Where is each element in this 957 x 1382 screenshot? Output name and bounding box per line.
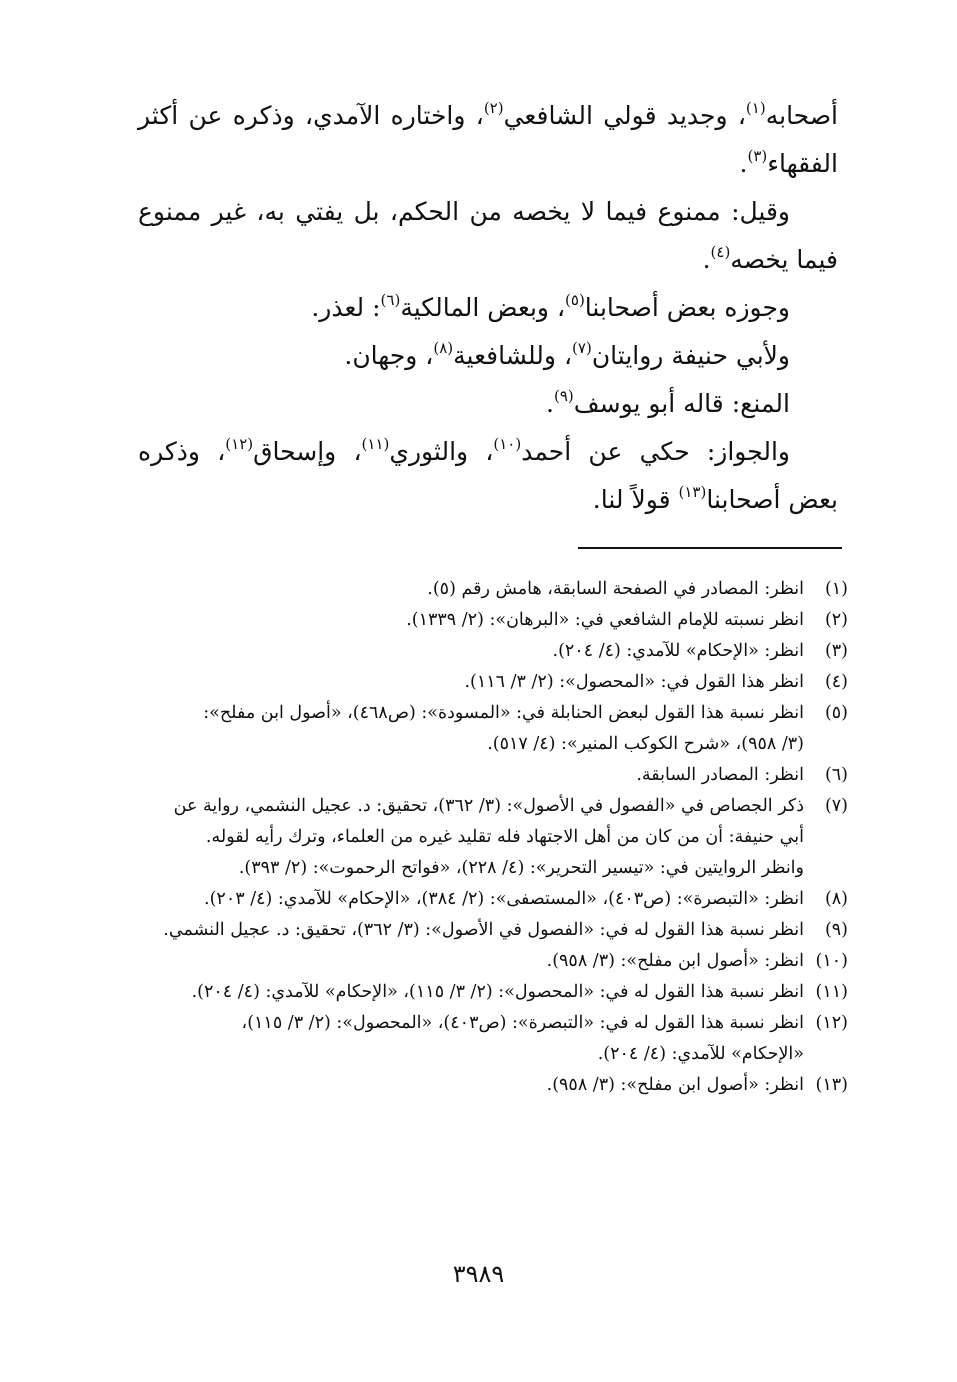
text-run: ، وإسحاق (253, 437, 362, 466)
footnote-line: انظر نسبة هذا القول له في: «المحصول»: (٢/ ٣/ ١١٥)، «الإحكام» للآمدي: (٤/ ٢٠٤). (191, 982, 804, 1002)
footnote-ref-3[interactable]: (٣) (747, 147, 768, 165)
footnote-6 (140, 760, 848, 791)
footnote-text (140, 915, 804, 946)
paragraph-4 (138, 332, 838, 380)
text-run: ، وبعض المالكية (400, 293, 566, 322)
footnote-ref-7[interactable]: (٧) (572, 339, 592, 357)
footnote-number: (٨) (824, 889, 848, 909)
footnote-text (140, 667, 804, 698)
footnote-ref-5[interactable]: (٥) (565, 291, 585, 309)
footnote-number: (٥) (824, 703, 848, 723)
text-run: . (546, 389, 554, 418)
text-run: : لعذر. (311, 293, 381, 322)
footnote-3 (140, 636, 848, 667)
footnote-line: انظر نسبته للإمام الشافعي في: «البرهان»: (٢/ ١٣٣٩). (406, 610, 804, 630)
paragraph-2 (138, 188, 838, 284)
footnote-ref-2[interactable]: (٢) (483, 99, 504, 117)
footnote-text (140, 977, 804, 1008)
footnote-line: انظر: المصادر السابقة. (636, 765, 804, 785)
footnote-line: انظر نسبة هذا القول له في: «الفصول في الأصول»: (٣/ ٣٦٢)، تحقيق: د. عجيل النشمي. (163, 920, 804, 940)
footnote-ref-1[interactable]: (١) (745, 99, 766, 117)
footnote-text (140, 884, 804, 915)
footnote-12 (140, 1008, 848, 1070)
footnote-ref-11[interactable]: (١١) (361, 435, 390, 453)
text-run: المنع: قاله أبو يوسف (573, 389, 790, 418)
footnote-number: (١٠) (815, 951, 848, 971)
text-run: أصحابه (765, 101, 838, 130)
footnote-line: «الإحكام» للآمدي: (٤/ ٢٠٤). (597, 1044, 804, 1064)
footnote-line: انظر: «الإحكام» للآمدي: (٤/ ٢٠٤). (552, 641, 804, 661)
footnote-number: (١٣) (815, 1075, 848, 1095)
text-run: ، وذكره بعض أصحابنا (138, 437, 838, 514)
footnote-line: أبي حنيفة: أن من كان من أهل الاجتهاد فله تقليد غيره من العلماء، وترك رأيه لقوله. (205, 827, 804, 847)
footnote-8 (140, 884, 848, 915)
footnote-ref-9[interactable]: (٩) (553, 387, 574, 405)
footnote-number: (٣) (824, 641, 848, 661)
footnote-line: انظر هذا القول في: «المحصول»: (٢/ ٣/ ١١٦). (464, 672, 804, 692)
footnote-separator (578, 547, 842, 549)
paragraph-5 (138, 380, 838, 428)
page-number: ٣٩٨٩ (452, 1260, 505, 1288)
footnotes-list (140, 574, 848, 1101)
footnote-line: انظر: المصادر في الصفحة السابقة، هامش رقم (٥). (427, 579, 804, 599)
text-run: ، وجهان. (344, 341, 434, 370)
footnote-ref-8[interactable]: (٨) (433, 339, 454, 357)
text-run: وقيل: ممنوع فيما لا يخصه من الحكم، بل يفتي به، غير ممنوع فيما يخصه (138, 197, 838, 274)
paragraph-3 (138, 284, 838, 332)
footnote-text (140, 946, 804, 977)
footnote-text (140, 760, 804, 791)
footnote-text (140, 1070, 804, 1101)
main-text (138, 92, 838, 524)
footnote-number: (١١) (815, 982, 848, 1002)
text-run: ، والثوري (389, 437, 494, 466)
footnote-line: انظر نسبة هذا القول لبعض الحنابلة في: «المسودة»: (ص٤٦٨)، «أصول ابن مفلح»: (203, 703, 804, 723)
footnote-number: (٩) (824, 920, 848, 940)
footnote-5 (140, 698, 848, 760)
text-run: قولاً لنا. (592, 485, 679, 514)
footnote-text (140, 698, 804, 760)
paragraph-1 (138, 92, 838, 188)
footnote-7 (140, 791, 848, 884)
footnote-10 (140, 946, 848, 977)
footnote-number: (٦) (824, 765, 848, 785)
footnote-text (140, 1008, 804, 1070)
footnote-4 (140, 667, 848, 698)
footnote-line: انظر نسبة هذا القول له في: «التبصرة»: (ص٤٠٣)، «المحصول»: (٢/ ٣/ ١١٥)، (241, 1013, 804, 1033)
footnote-13 (140, 1070, 848, 1101)
footnote-ref-13[interactable]: (١٣) (678, 483, 707, 501)
text-run: ، وللشافعية (453, 341, 573, 370)
text-run: . (702, 245, 711, 274)
footnote-ref-10[interactable]: (١٠) (493, 435, 522, 453)
footnote-number: (١٢) (815, 1013, 848, 1033)
footnote-number: (١) (824, 579, 848, 599)
footnote-line: انظر: «التبصرة»: (ص٤٠٣)، «المستصفى»: (٢/ ٣٨٤)، «الإحكام» للآمدي: (٤/ ٢٠٣). (204, 889, 804, 909)
footnote-line: ذكر الجصاص في «الفصول في الأصول»: (٣/ ٣٦٢)، تحقيق: د. عجيل النشمي، رواية عن (173, 796, 804, 816)
text-run: ولأبي حنيفة روايتان (591, 341, 790, 370)
footnote-line: (٣/ ٩٥٨)، «شرح الكوكب المنير»: (٤/ ٥١٧). (487, 734, 804, 754)
footnote-ref-12[interactable]: (١٢) (225, 435, 254, 453)
footnote-ref-6[interactable]: (٦) (380, 291, 401, 309)
text-run: ، وجديد قولي الشافعي (503, 101, 746, 130)
text-run: . (739, 149, 748, 178)
footnote-number: (٢) (824, 610, 848, 630)
footnote-9 (140, 915, 848, 946)
footnote-number: (٤) (824, 672, 848, 692)
footnote-11 (140, 977, 848, 1008)
footnote-text (140, 636, 804, 667)
footnote-1 (140, 574, 848, 605)
paragraph-6 (138, 428, 838, 524)
footnote-line: وانظر الروايتين في: «تيسير التحرير»: (٤/ ٢٢٨)، «فواتح الرحموت»: (٢/ ٣٩٣). (238, 858, 804, 878)
text-run: وجوزه بعض أصحابنا (584, 293, 790, 322)
text-run: ، واختاره الآمدي، وذكره عن أكثر الفقهاء (138, 101, 838, 178)
footnote-ref-4[interactable]: (٤) (710, 243, 731, 261)
footnote-2 (140, 605, 848, 636)
text-run: والجواز: حكي عن أحمد (521, 437, 790, 466)
footnote-text (140, 791, 804, 884)
footnote-text (140, 605, 804, 636)
footnote-line: انظر: «أصول ابن مفلح»: (٣/ ٩٥٨). (546, 951, 804, 971)
footnote-number: (٧) (824, 796, 848, 816)
footnote-line: انظر: «أصول ابن مفلح»: (٣/ ٩٥٨). (546, 1075, 804, 1095)
footnote-text (140, 574, 804, 605)
